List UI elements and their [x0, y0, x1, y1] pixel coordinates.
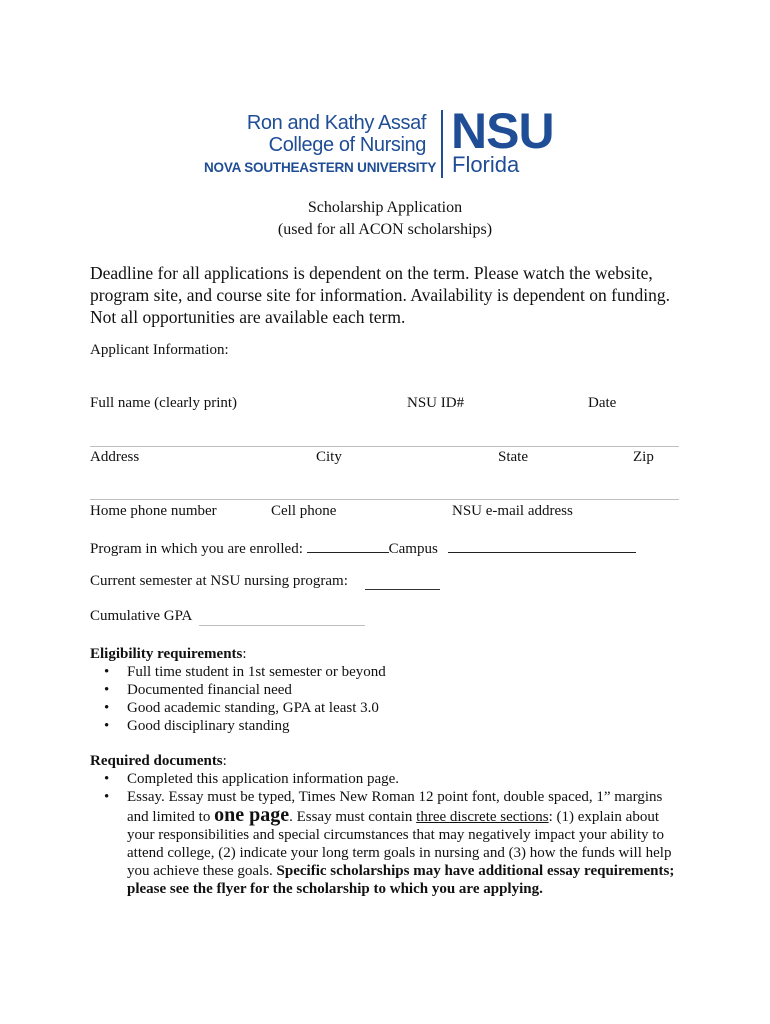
home-phone-label: Home phone number	[90, 503, 217, 519]
required-list	[90, 770, 690, 898]
essay-text-3: : (1) explain about your responsibilities and special circumstances that may negatively impact your ability to attend college, (2) indicate your long term goals in nursing and (3) how the funds will help you achieve these goals.	[127, 809, 672, 879]
essay-text-1: Essay. Essay must be typed, Times New Roman 12 point font, double spaced, 1” margins and limited to	[127, 789, 663, 825]
current-semester-label: Current semester at NSU nursing program:	[90, 573, 348, 589]
required-title: Required documents	[90, 753, 223, 769]
list-item: • Completed this application information page.	[90, 770, 690, 788]
essay-requirement	[90, 788, 690, 898]
campus-label: Campus	[388, 541, 442, 557]
logo-line-3: NOVA SOUTHEASTERN UNIVERSITY	[204, 160, 437, 175]
essay-three-sections: three discrete sections	[416, 809, 549, 825]
address-label: Address	[90, 449, 140, 465]
eligibility-title: Eligibility requirements	[90, 646, 243, 662]
deadline-notice: Deadline for all applications is dependent on the term. Please watch the website, program site, and course site for information. Availability is dependent on funding. Not all opportunities are available each term.	[90, 263, 670, 327]
essay-one-page: one page	[214, 804, 290, 826]
list-item: • Good academic standing, GPA at least 3.0	[90, 699, 690, 717]
nsu-email-label: NSU e-mail address	[452, 503, 573, 519]
program-label: Program in which you are enrolled:	[90, 541, 307, 557]
program-input-line[interactable]	[307, 538, 389, 553]
current-semester-input-line[interactable]	[365, 589, 440, 590]
row2-input-line[interactable]	[90, 499, 679, 500]
date-label: Date	[588, 395, 617, 411]
gpa-label: Cumulative GPA	[90, 608, 193, 624]
campus-input-line[interactable]	[448, 538, 636, 553]
logo-line-2: College of Nursing	[268, 134, 426, 156]
eligibility-list	[90, 663, 690, 735]
city-label: City	[316, 449, 342, 465]
college-logo-text	[204, 112, 437, 176]
gpa-input-line[interactable]	[199, 625, 365, 626]
logo-florida: Florida	[452, 152, 520, 177]
list-item: • Documented financial need	[90, 681, 690, 699]
list-item: • Full time student in 1st semester or beyond	[90, 663, 690, 681]
required-documents-section: Required documents: • Completed this application information page. • Essay. Essay must be typed, Times New Roman 12 point font, double spaced, 1” margins and limited to one page. Essay must contain three discrete sections: (1) explain about your responsibilities and special circumstances that may negatively impact your ability to attend college, (2) indicate your long term goals in nursing and (3) how the funds will help you achieve these goals. Specific scholarships may have additional essay requirements; please see the flyer for the scholarship to which you are applying.	[90, 752, 690, 898]
zip-label: Zip	[633, 449, 654, 465]
applicant-info-heading: Applicant Information:	[90, 342, 229, 358]
state-label: State	[498, 449, 528, 465]
nsu-logo-mark: NSU	[451, 103, 554, 159]
logo-line-1: Ron and Kathy Assaf	[246, 112, 426, 134]
page-subtitle: (used for all ACON scholarships)	[277, 221, 493, 238]
essay-specific-note: Specific scholarships may have additional essay requirements; please see the flyer for the scholarship to which you are applying.	[127, 863, 675, 897]
logo-divider	[441, 110, 443, 178]
cell-phone-label: Cell phone	[271, 503, 337, 519]
row1-input-line[interactable]	[90, 446, 679, 447]
eligibility-section: Eligibility requirements: • Full time student in 1st semester or beyond • Documented financial need • Good academic standing, GPA at least 3.0 • Good disciplinary standing	[90, 645, 690, 735]
list-item: • Good disciplinary standing	[90, 717, 690, 735]
program-row	[90, 538, 636, 558]
essay-text-2: . Essay must contain	[289, 809, 417, 825]
nsu-id-label: NSU ID#	[407, 395, 465, 411]
full-name-label: Full name (clearly print)	[90, 395, 238, 411]
page-title: Scholarship Application	[307, 199, 463, 216]
